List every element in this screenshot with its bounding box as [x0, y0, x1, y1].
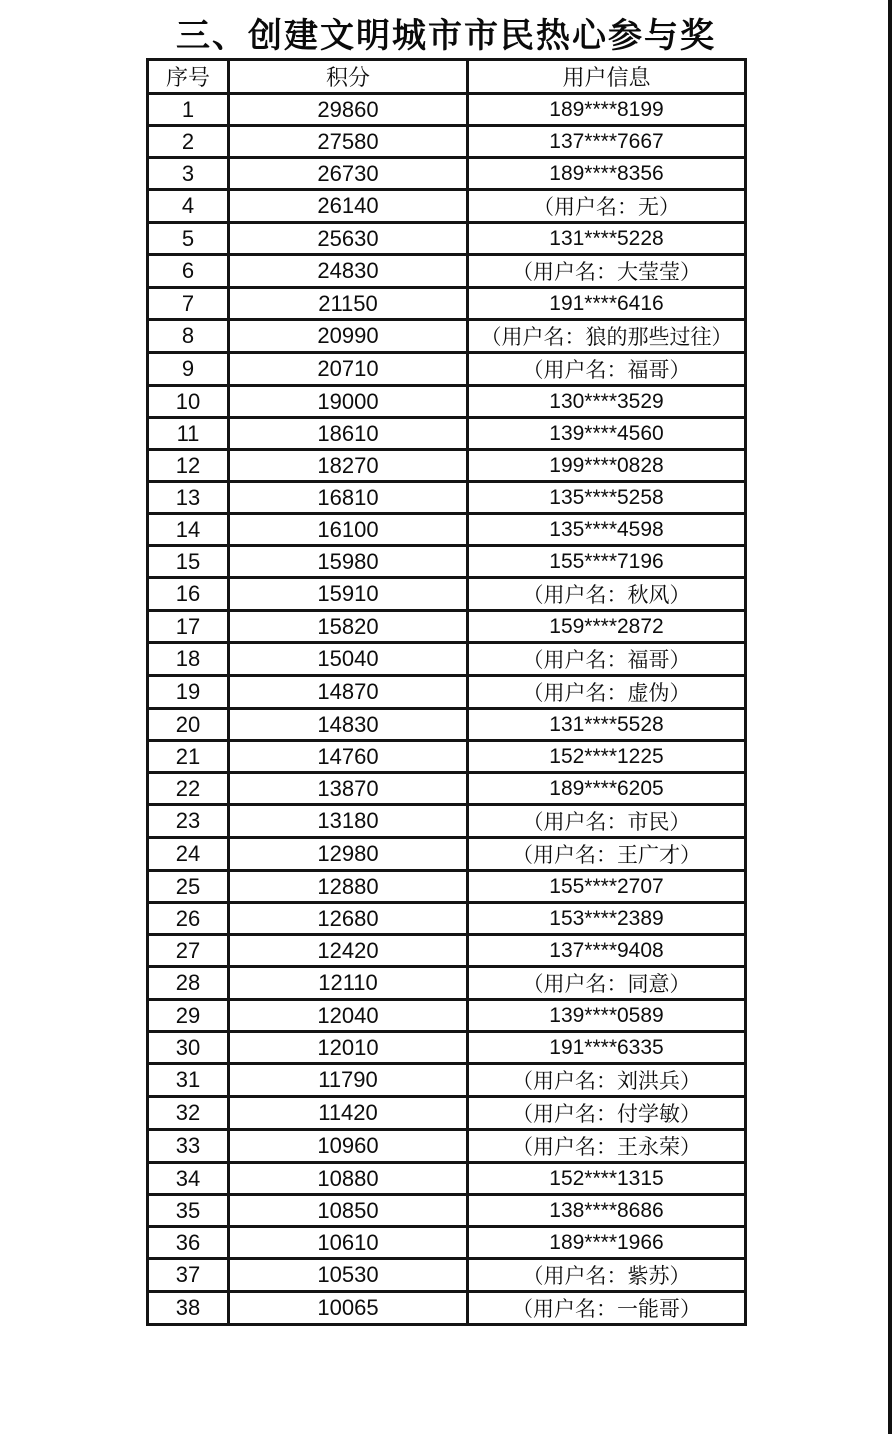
- cell-index: 23: [148, 805, 229, 838]
- cell-user-info: （用户名：同意）: [468, 967, 746, 1000]
- cell-user-info: （用户名：秋风）: [468, 578, 746, 611]
- table-row: [148, 871, 746, 903]
- cell-points: 16100: [229, 514, 468, 546]
- cell-user-info: 131****5228: [468, 223, 746, 255]
- cell-points: 15910: [229, 578, 468, 611]
- cell-user-info: 155****7196: [468, 546, 746, 578]
- cell-user-info: 159****2872: [468, 611, 746, 643]
- cell-user-info: （用户名：无）: [468, 190, 746, 223]
- cell-index: 2: [148, 126, 229, 158]
- table-row: [148, 1064, 746, 1097]
- table-row: [148, 1097, 746, 1130]
- cell-points: 12420: [229, 935, 468, 967]
- table-row: [148, 805, 746, 838]
- cell-points: 10880: [229, 1163, 468, 1195]
- table-row: [148, 288, 746, 320]
- cell-points: 10065: [229, 1292, 468, 1325]
- table-row: [148, 482, 746, 514]
- cell-user-info: 131****5528: [468, 709, 746, 741]
- cell-points: 14870: [229, 676, 468, 709]
- cell-user-info: （用户名：虚伪）: [468, 676, 746, 709]
- cell-user-info: 155****2707: [468, 871, 746, 903]
- header-points: 积分: [229, 60, 468, 94]
- cell-points: 12040: [229, 1000, 468, 1032]
- cell-user-info: 191****6416: [468, 288, 746, 320]
- table-row: [148, 450, 746, 482]
- cell-points: 12010: [229, 1032, 468, 1064]
- cell-user-info: （用户名：福哥）: [468, 353, 746, 386]
- cell-index: 31: [148, 1064, 229, 1097]
- header-user-info: 用户信息: [468, 60, 746, 94]
- cell-index: 32: [148, 1097, 229, 1130]
- cell-index: 6: [148, 255, 229, 288]
- cell-points: 27580: [229, 126, 468, 158]
- table-row: [148, 935, 746, 967]
- cell-user-info: 139****0589: [468, 1000, 746, 1032]
- cell-points: 11420: [229, 1097, 468, 1130]
- table-row: [148, 223, 746, 255]
- cell-user-info: （用户名：市民）: [468, 805, 746, 838]
- cell-index: 27: [148, 935, 229, 967]
- table-row: [148, 967, 746, 1000]
- table-row: [148, 578, 746, 611]
- cell-user-info: 152****1315: [468, 1163, 746, 1195]
- table-row: [148, 320, 746, 353]
- table-row: [148, 611, 746, 643]
- cell-user-info: （用户名：王永荣）: [468, 1130, 746, 1163]
- cell-user-info: 138****8686: [468, 1195, 746, 1227]
- table-row: [148, 709, 746, 741]
- table-row: [148, 546, 746, 578]
- cell-index: 34: [148, 1163, 229, 1195]
- cell-user-info: 130****3529: [468, 386, 746, 418]
- cell-index: 38: [148, 1292, 229, 1325]
- cell-index: 21: [148, 741, 229, 773]
- cell-user-info: 191****6335: [468, 1032, 746, 1064]
- cell-points: 13870: [229, 773, 468, 805]
- cell-index: 25: [148, 871, 229, 903]
- table-row: [148, 1032, 746, 1064]
- cell-points: 15980: [229, 546, 468, 578]
- cell-index: 20: [148, 709, 229, 741]
- cell-points: 14760: [229, 741, 468, 773]
- table-row: [148, 255, 746, 288]
- cell-user-info: 189****8199: [468, 94, 746, 126]
- cell-user-info: 137****7667: [468, 126, 746, 158]
- cell-points: 12110: [229, 967, 468, 1000]
- table-row: [148, 1130, 746, 1163]
- cell-points: 12880: [229, 871, 468, 903]
- cell-user-info: （用户名：付学敏）: [468, 1097, 746, 1130]
- cell-index: 5: [148, 223, 229, 255]
- cell-index: 8: [148, 320, 229, 353]
- table-row: [148, 1292, 746, 1325]
- page-right-border: [888, 0, 892, 1434]
- cell-index: 11: [148, 418, 229, 450]
- cell-points: 29860: [229, 94, 468, 126]
- cell-points: 11790: [229, 1064, 468, 1097]
- cell-index: 36: [148, 1227, 229, 1259]
- cell-index: 29: [148, 1000, 229, 1032]
- table-row: [148, 94, 746, 126]
- table-row: [148, 126, 746, 158]
- cell-index: 10: [148, 386, 229, 418]
- cell-user-info: （用户名：紫苏）: [468, 1259, 746, 1292]
- cell-points: 18270: [229, 450, 468, 482]
- cell-index: 3: [148, 158, 229, 190]
- table-row: [148, 353, 746, 386]
- table-row: [148, 1000, 746, 1032]
- cell-points: 12980: [229, 838, 468, 871]
- cell-points: 26730: [229, 158, 468, 190]
- table-row: [148, 1163, 746, 1195]
- table-row: [148, 158, 746, 190]
- cell-points: 26140: [229, 190, 468, 223]
- cell-points: 20990: [229, 320, 468, 353]
- cell-user-info: （用户名：福哥）: [468, 643, 746, 676]
- cell-index: 22: [148, 773, 229, 805]
- cell-index: 19: [148, 676, 229, 709]
- table-row: [148, 773, 746, 805]
- cell-user-info: （用户名：狼的那些过往）: [468, 320, 746, 353]
- cell-index: 12: [148, 450, 229, 482]
- award-table: [146, 58, 747, 1326]
- table-row: [148, 1227, 746, 1259]
- cell-index: 18: [148, 643, 229, 676]
- table-row: [148, 190, 746, 223]
- cell-user-info: （用户名：王广才）: [468, 838, 746, 871]
- table-row: [148, 386, 746, 418]
- cell-points: 19000: [229, 386, 468, 418]
- table-row: [148, 514, 746, 546]
- table-row: [148, 838, 746, 871]
- cell-user-info: 199****0828: [468, 450, 746, 482]
- page-title: 三、创建文明城市市民热心参与奖: [176, 17, 716, 55]
- cell-user-info: 137****9408: [468, 935, 746, 967]
- cell-user-info: 135****5258: [468, 482, 746, 514]
- cell-index: 14: [148, 514, 229, 546]
- cell-index: 17: [148, 611, 229, 643]
- cell-points: 12680: [229, 903, 468, 935]
- cell-points: 13180: [229, 805, 468, 838]
- cell-points: 10530: [229, 1259, 468, 1292]
- cell-index: 7: [148, 288, 229, 320]
- table-row: [148, 643, 746, 676]
- cell-user-info: （用户名：刘洪兵）: [468, 1064, 746, 1097]
- table-row: [148, 903, 746, 935]
- cell-points: 10610: [229, 1227, 468, 1259]
- cell-user-info: （用户名：一能哥）: [468, 1292, 746, 1325]
- cell-index: 9: [148, 353, 229, 386]
- cell-points: 10850: [229, 1195, 468, 1227]
- cell-index: 30: [148, 1032, 229, 1064]
- cell-index: 24: [148, 838, 229, 871]
- table-header: [148, 60, 746, 94]
- cell-points: 21150: [229, 288, 468, 320]
- table-row: [148, 676, 746, 709]
- cell-points: 18610: [229, 418, 468, 450]
- cell-index: 33: [148, 1130, 229, 1163]
- cell-points: 16810: [229, 482, 468, 514]
- cell-index: 37: [148, 1259, 229, 1292]
- table-row: [148, 1195, 746, 1227]
- cell-points: 24830: [229, 255, 468, 288]
- cell-points: 15820: [229, 611, 468, 643]
- cell-index: 4: [148, 190, 229, 223]
- table-row: [148, 741, 746, 773]
- cell-index: 16: [148, 578, 229, 611]
- cell-user-info: 139****4560: [468, 418, 746, 450]
- table-body: [148, 94, 746, 1325]
- cell-points: 10960: [229, 1130, 468, 1163]
- cell-user-info: 189****8356: [468, 158, 746, 190]
- cell-index: 26: [148, 903, 229, 935]
- cell-user-info: 189****1966: [468, 1227, 746, 1259]
- cell-index: 13: [148, 482, 229, 514]
- cell-index: 1: [148, 94, 229, 126]
- cell-user-info: 153****2389: [468, 903, 746, 935]
- cell-index: 28: [148, 967, 229, 1000]
- cell-index: 35: [148, 1195, 229, 1227]
- cell-user-info: 189****6205: [468, 773, 746, 805]
- cell-points: 15040: [229, 643, 468, 676]
- cell-user-info: （用户名：大莹莹）: [468, 255, 746, 288]
- cell-user-info: 135****4598: [468, 514, 746, 546]
- cell-points: 20710: [229, 353, 468, 386]
- header-index: 序号: [148, 60, 229, 94]
- table-row: [148, 1259, 746, 1292]
- cell-user-info: 152****1225: [468, 741, 746, 773]
- header-row: [148, 60, 746, 94]
- table-row: [148, 418, 746, 450]
- cell-points: 25630: [229, 223, 468, 255]
- cell-points: 14830: [229, 709, 468, 741]
- cell-index: 15: [148, 546, 229, 578]
